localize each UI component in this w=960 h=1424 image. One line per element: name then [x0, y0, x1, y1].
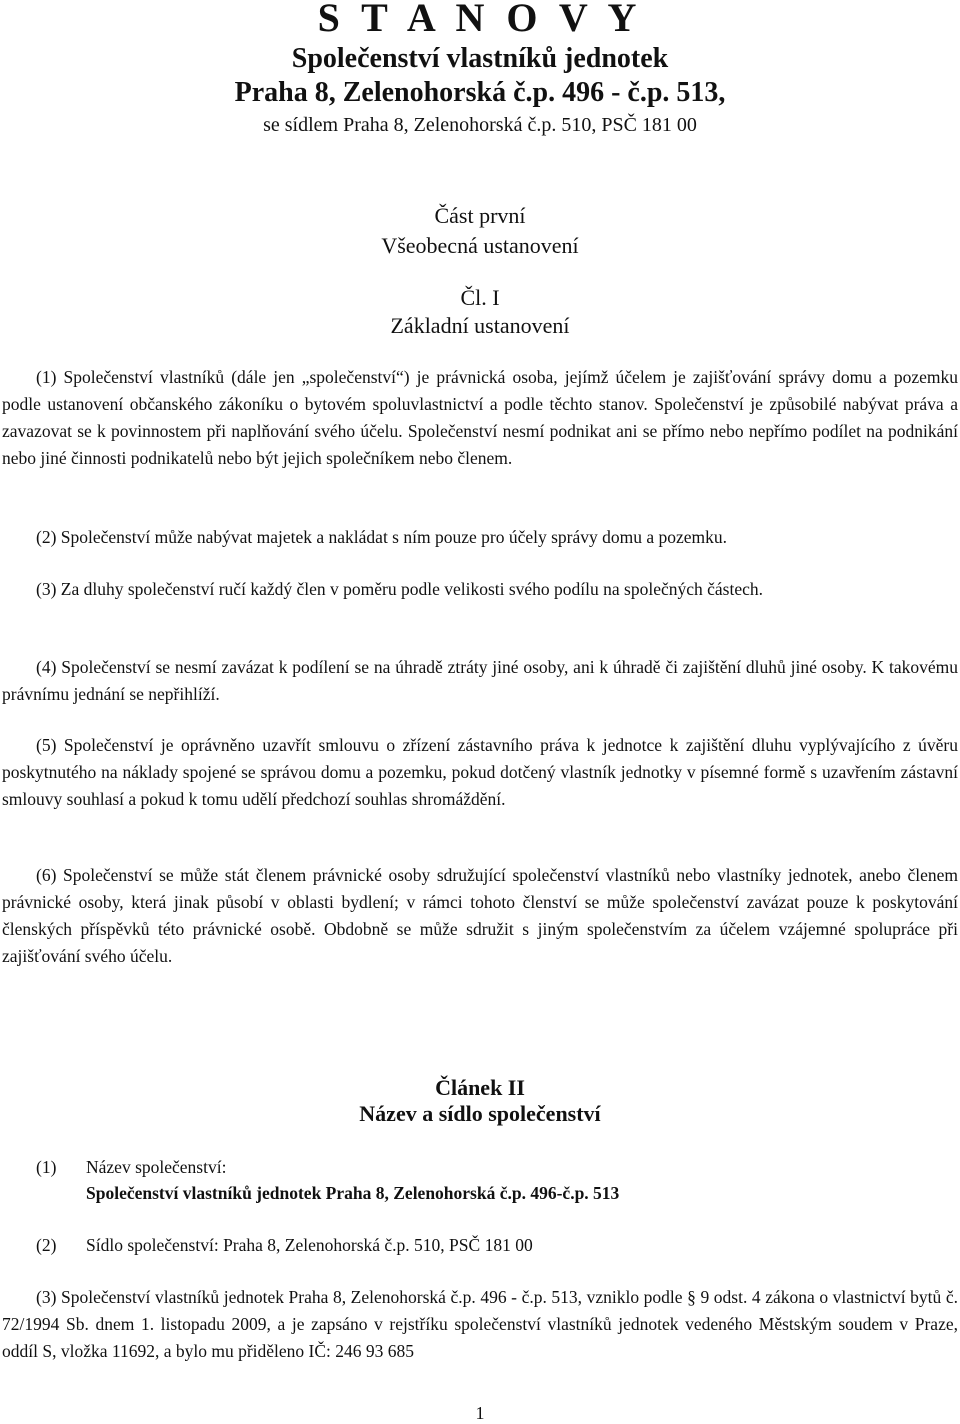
- paragraph-5: (5) Společenství je oprávněno uzavřít smlouvu o zřízení zástavního práva k jednotce k zajištění dluhu vyplývajícího z úvěru poskytnutého na náklady spojené se správou domu a pozemku, pokud dotčený vlastník jednotky v písemné formě s uzavřením zástavní smlouvy souhlasí a pokud k tomu udělí předchozí souhlas shromáždění.: [2, 735, 958, 809]
- paragraph-6: (6) Společenství se může stát členem právnické osoby sdružující společenství vlastníků nebo vlastníky jednotek, anebo členem právnické osoby, která jinak působí v oblasti bydlení; v rámci tohoto členství se může společenství zavázat pouze k poskytování členských příspěvků této právnické osobě. Obdobně se může sdružit s jiným společenstvím za účelem vzájemné spolupráce při zajišťování svého účelu.: [2, 865, 958, 966]
- part-subheading: Všeobecná ustanovení: [381, 233, 579, 258]
- article2-paragraph-2: [36, 1232, 936, 1259]
- association-address: Praha 8, Zelenohorská č.p. 496 - č.p. 513,: [234, 77, 726, 108]
- paragraph-4: (4) Společenství se nesmí zavázat k podílení se na úhradě ztráty jiné osoby, ani k úhradě či zajištění dluhů jiné osoby. K takovému právnímu jednání se nepřihlíží.: [2, 657, 958, 704]
- paragraph-number: (2): [36, 1235, 57, 1255]
- name-label: Název společenství:: [86, 1157, 227, 1177]
- page-number: 1: [475, 1403, 485, 1423]
- article-title: Základní ustanovení: [390, 313, 570, 338]
- article-number: Čl. I: [460, 285, 500, 310]
- document-title: S T A N O V Y: [317, 0, 643, 40]
- article2-paragraph-1: [36, 1154, 936, 1181]
- association-full-name: Společenství vlastníků jednotek Praha 8, Zelenohorská č.p. 496-č.p. 513: [86, 1183, 620, 1203]
- article2-title: Název a sídlo společenství: [359, 1101, 601, 1126]
- part-heading: Část první: [434, 203, 526, 228]
- association-name: Společenství vlastníků jednotek: [291, 43, 669, 74]
- association-seat: se sídlem Praha 8, Zelenohorská č.p. 510, PSČ 181 00: [263, 114, 697, 136]
- article2-heading: Článek II: [435, 1075, 525, 1100]
- paragraph-number: (1): [36, 1157, 57, 1177]
- paragraph-3: (3) Za dluhy společenství ručí každý člen v poměru podle velikosti svého podílu na společných částech.: [36, 579, 764, 599]
- paragraph-1: (1) Společenství vlastníků (dále jen „společenství“) je právnická osoba, jejímž účelem je zajišťování správy domu a pozemku podle ustanovení občanského zákoníku o bytovém spoluvlastnictví a podle těchto stanov. Společenství je způsobilé nabývat práva a zavazovat se k povinnostem při naplňování svého účelu. Společenství nesmí podnikat ani se přímo nebo nepřímo podílet na podnikání nebo jiné činnosti podnikatelů nebo být jejich společníkem nebo členem.: [2, 367, 958, 468]
- article2-paragraph-3: (3) Společenství vlastníků jednotek Praha 8, Zelenohorská č.p. 496 - č.p. 513, vzniklo podle § 9 odst. 4 zákona o vlastnictví bytů č. 72/1994 Sb. dnem 1. listopadu 2009, a je zapsáno v rejstříku společenství vlastníků jednotek vedeného Městským soudem v Praze, oddíl S, vložka 11692, a bylo mu přiděleno IČ: 246 93 685: [2, 1287, 958, 1361]
- seat-text: Sídlo společenství: Praha 8, Zelenohorská č.p. 510, PSČ 181 00: [86, 1235, 533, 1255]
- paragraph-2: (2) Společenství může nabývat majetek a nakládat s ním pouze pro účely správy domu a pozemku.: [36, 527, 728, 547]
